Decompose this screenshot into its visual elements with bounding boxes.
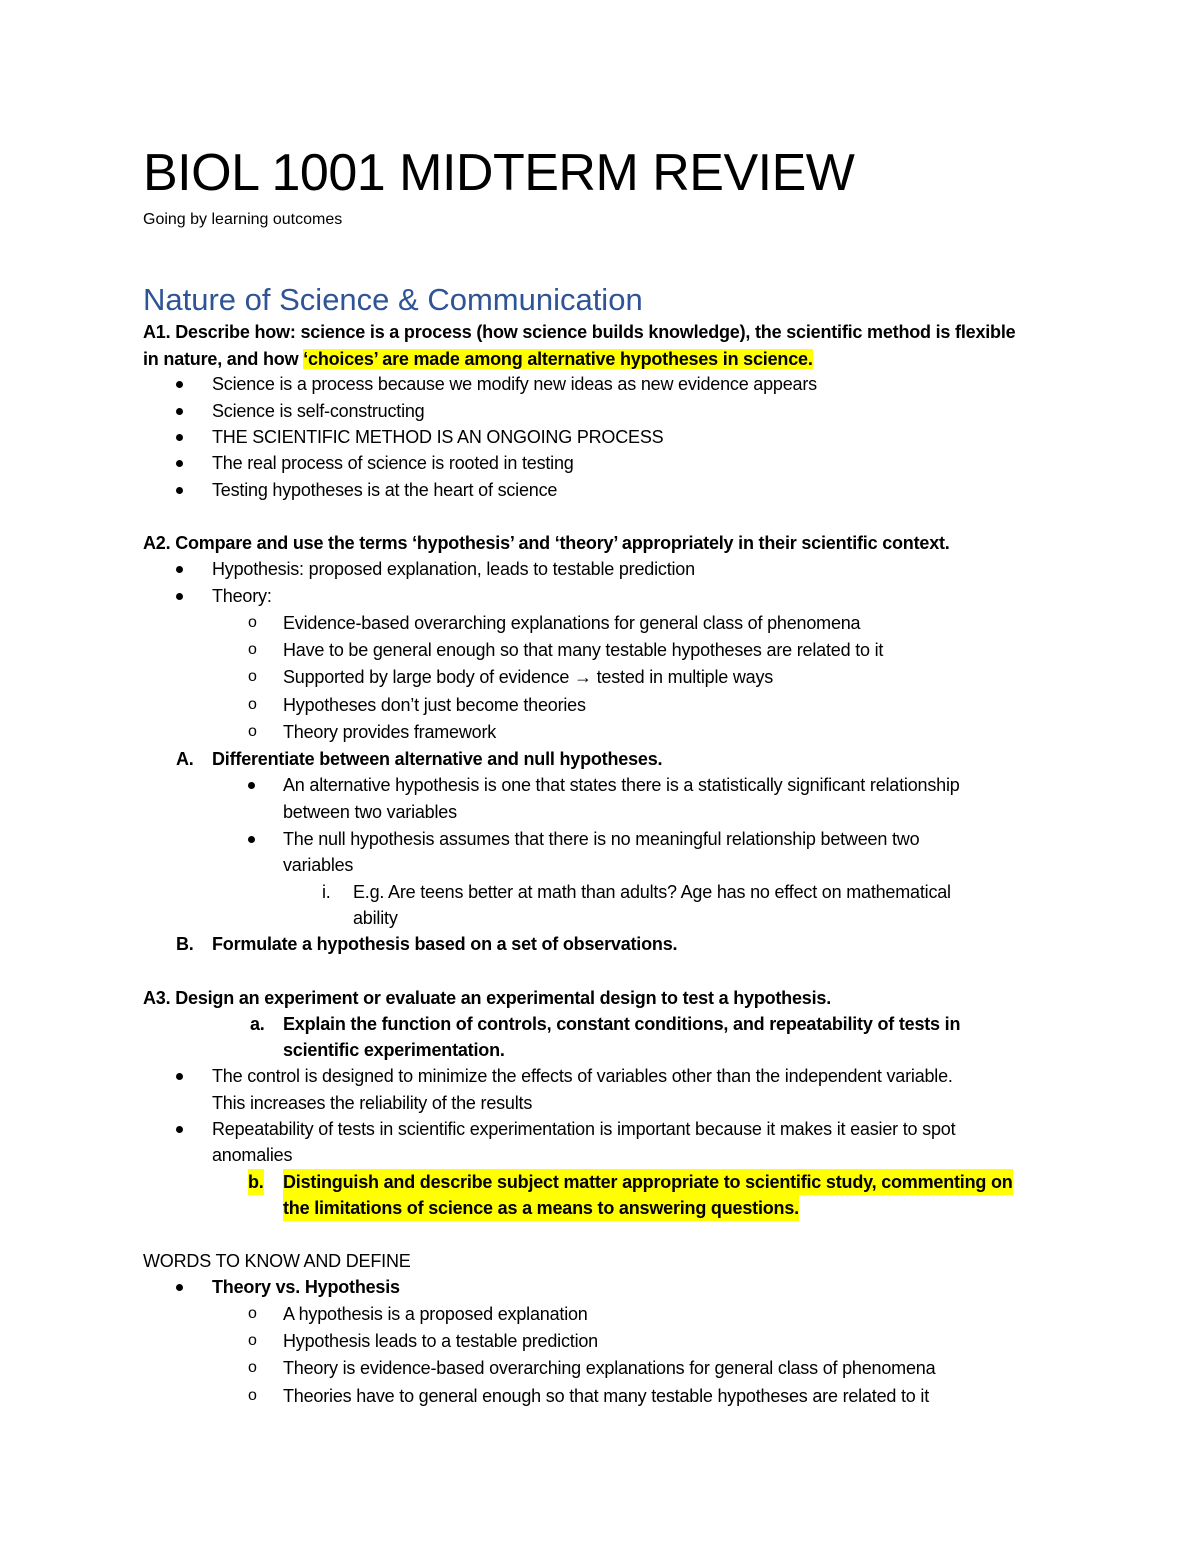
bullet-icon	[176, 1126, 183, 1133]
a3-item-a-line1: Explain the function of controls, constant conditions, and repeatability of tests in	[283, 1014, 961, 1034]
a2-item-a: Differentiate between alternative and null hypotheses.	[212, 749, 663, 769]
a3-item-b-line2: the limitations of science as a means to answering questions.	[283, 1195, 799, 1221]
a1-bullet-1: Science is a process because we modify new ideas as new evidence appears	[212, 374, 817, 394]
circle-bullet-icon: o	[248, 641, 257, 658]
bullet-icon	[176, 381, 183, 388]
a2-theory-bullet: Theory:	[212, 586, 272, 606]
a3-item-b-line1: Distinguish and describe subject matter appropriate to scientific study, commenting on	[283, 1169, 1013, 1195]
words-point-2: Hypothesis leads to a testable prediction	[283, 1331, 598, 1351]
a2-item-b-marker: B.	[176, 934, 194, 954]
circle-bullet-icon: o	[248, 723, 257, 740]
alt-hypothesis-line1: An alternative hypothesis is one that states there is a statistically significant relationship	[283, 775, 960, 795]
section-heading: Nature of Science & Communication	[143, 282, 643, 317]
words-point-3: Theory is evidence-based overarching explanations for general class of phenomena	[283, 1358, 936, 1378]
document-subtitle: Going by learning outcomes	[143, 211, 343, 228]
circle-bullet-icon: o	[248, 1359, 257, 1376]
a3-heading: A3. Design an experiment or evaluate an experimental design to test a hypothesis.	[143, 988, 832, 1008]
bullet-icon	[176, 460, 183, 467]
alt-hypothesis-line2: between two variables	[283, 802, 457, 822]
a3-item-a-line2: scientific experimentation.	[283, 1040, 505, 1060]
a1-bullet-4: The real process of science is rooted in testing	[212, 453, 574, 473]
theory-point-2: Have to be general enough so that many testable hypotheses are related to it	[283, 640, 884, 660]
theory-point-3: Supported by large body of evidence → tested in multiple ways	[283, 667, 774, 687]
bullet-icon	[176, 593, 183, 600]
words-point-1: A hypothesis is a proposed explanation	[283, 1304, 588, 1324]
a1-heading-line1: A1. Describe how: science is a process (how science builds knowledge), the scientific method is flexible	[143, 322, 1016, 342]
words-bullet: Theory vs. Hypothesis	[212, 1277, 400, 1297]
repeatability-line2: anomalies	[212, 1145, 293, 1165]
null-hypothesis-line1: The null hypothesis assumes that there is no meaningful relationship between two	[283, 829, 920, 849]
circle-bullet-icon: o	[248, 614, 257, 631]
bullet-icon	[176, 566, 183, 573]
example-line1: E.g. Are teens better at math than adults? Age has no effect on mathematical	[353, 882, 951, 902]
words-heading: WORDS TO KNOW AND DEFINE	[143, 1251, 411, 1271]
bullet-icon	[248, 782, 255, 789]
words-point-4: Theories have to general enough so that many testable hypotheses are related to it	[283, 1386, 930, 1406]
example-marker: i.	[322, 882, 331, 902]
a1-heading-line2	[143, 346, 813, 372]
example-line2: ability	[353, 908, 398, 928]
a1-bullet-3: THE SCIENTIFIC METHOD IS AN ONGOING PROCESS	[212, 427, 664, 447]
bullet-icon	[176, 1284, 183, 1291]
bullet-icon	[176, 434, 183, 441]
a1-heading-line2-text: in nature, and how	[143, 349, 304, 369]
a2-item-a-marker: A.	[176, 749, 194, 769]
circle-bullet-icon: o	[248, 668, 257, 685]
theory-point-1: Evidence-based overarching explanations for general class of phenomena	[283, 613, 861, 633]
repeatability-line1: Repeatability of tests in scientific experimentation is important because it makes it easier to spot	[212, 1119, 956, 1139]
bullet-icon	[176, 408, 183, 415]
bullet-icon	[176, 1073, 183, 1080]
circle-bullet-icon: o	[248, 1387, 257, 1404]
bullet-icon	[248, 836, 255, 843]
a3-item-b-marker: b.	[248, 1169, 264, 1195]
bullet-icon	[176, 487, 183, 494]
a1-bullet-5: Testing hypotheses is at the heart of science	[212, 480, 558, 500]
circle-bullet-icon: o	[248, 696, 257, 713]
document-title: BIOL 1001 MIDTERM REVIEW	[143, 144, 855, 202]
a1-bullet-2: Science is self-constructing	[212, 401, 425, 421]
a1-highlighted-text: ‘choices’ are made among alternative hypotheses in science.	[303, 349, 813, 369]
a2-hypothesis-bullet: Hypothesis: proposed explanation, leads to testable prediction	[212, 559, 695, 579]
control-line1: The control is designed to minimize the effects of variables other than the independent variable.	[212, 1066, 953, 1086]
theory-point-4: Hypotheses don’t just become theories	[283, 695, 586, 715]
circle-bullet-icon: o	[248, 1305, 257, 1322]
a2-heading: A2. Compare and use the terms ‘hypothesis’ and ‘theory’ appropriately in their scientific context.	[143, 533, 950, 553]
circle-bullet-icon: o	[248, 1332, 257, 1349]
a3-item-a-marker: a.	[250, 1014, 265, 1034]
theory-point-5: Theory provides framework	[283, 722, 497, 742]
null-hypothesis-line2: variables	[283, 855, 354, 875]
a2-item-b: Formulate a hypothesis based on a set of observations.	[212, 934, 678, 954]
control-line2: This increases the reliability of the results	[212, 1093, 533, 1113]
